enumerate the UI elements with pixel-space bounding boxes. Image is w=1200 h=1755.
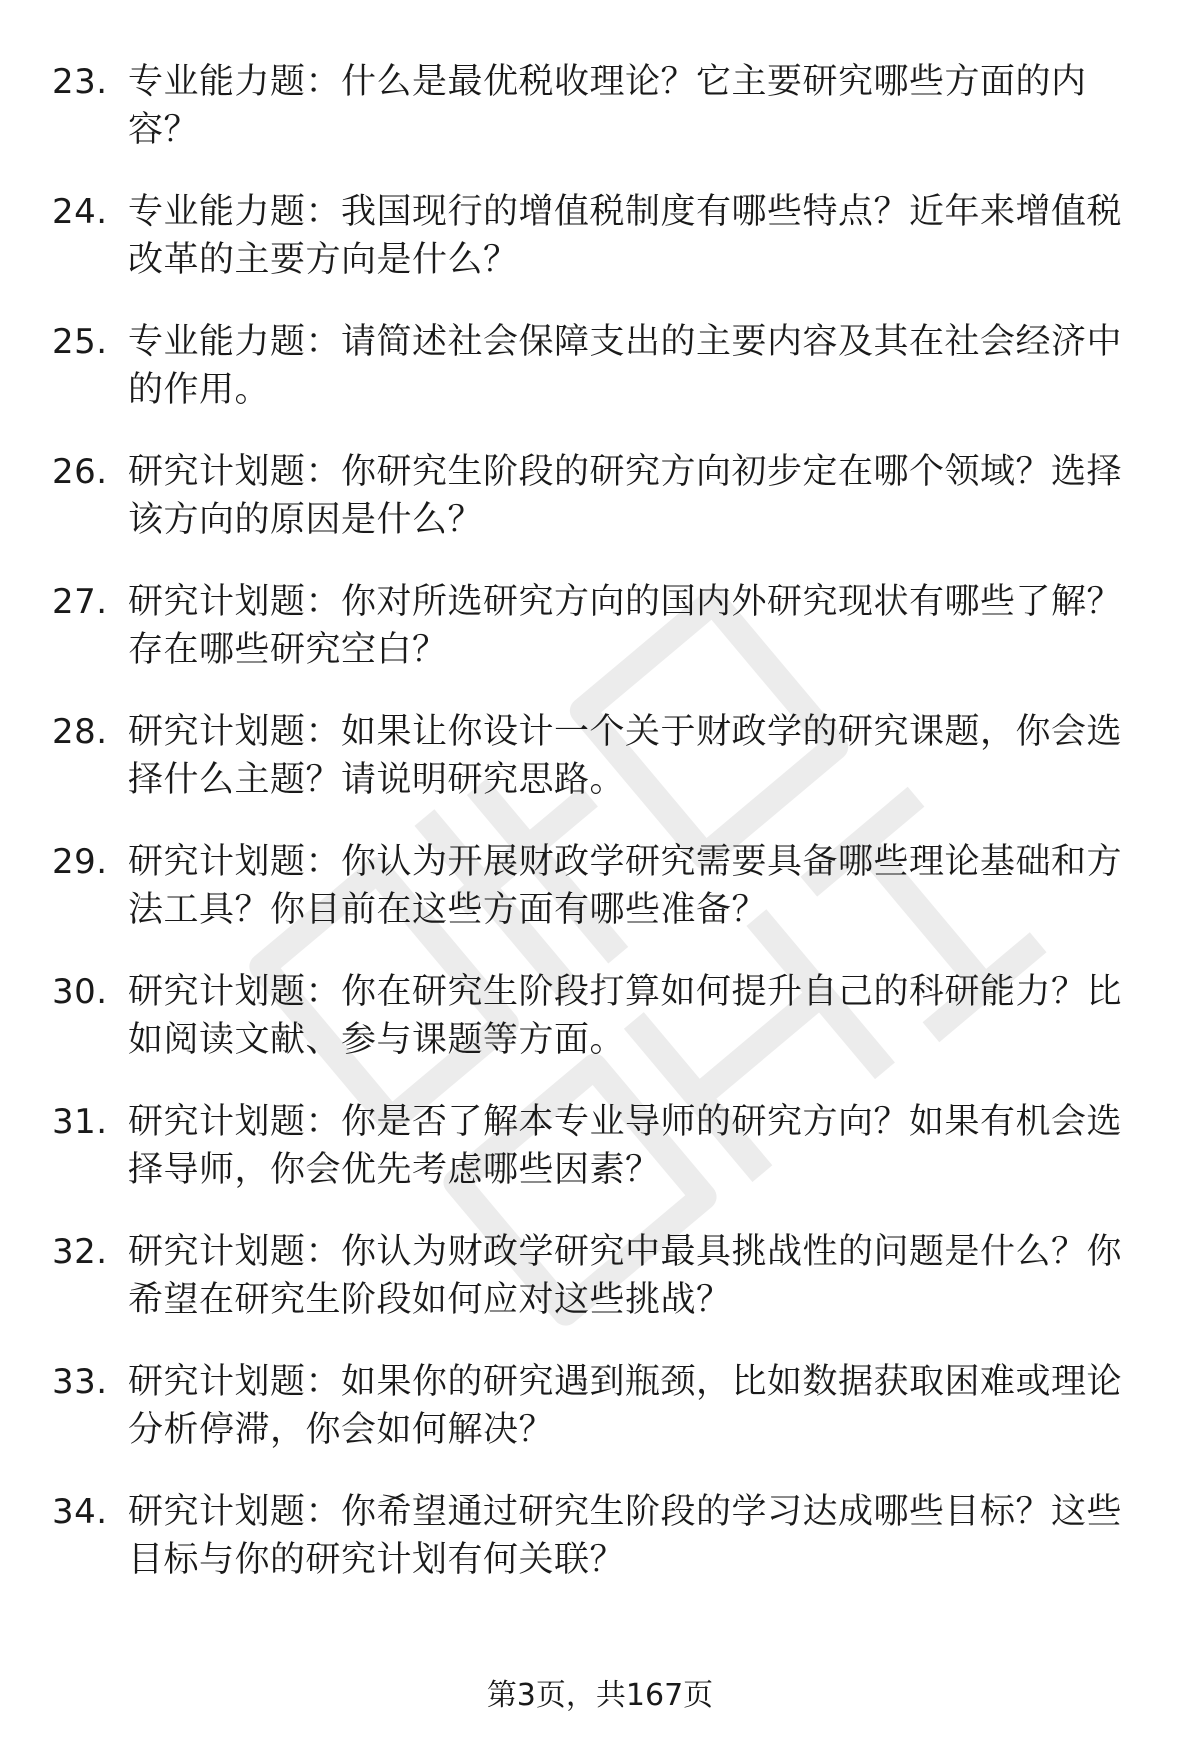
question-number: 34.	[52, 1492, 108, 1532]
question-text: 研究计划题：你对所选研究方向的国内外研究现状有哪些了解？存在哪些研究空白？	[128, 582, 1123, 670]
list-item	[52, 1098, 1142, 1194]
question-number: 29.	[52, 842, 108, 882]
question-text: 研究计划题：你是否了解本专业导师的研究方向？如果有机会选择导师，你会优先考虑哪些因素？	[128, 1102, 1123, 1190]
question-number: 25.	[52, 322, 108, 362]
list-item	[52, 708, 1142, 804]
list-item	[52, 968, 1142, 1064]
question-number: 26.	[52, 452, 108, 492]
list-item	[52, 1228, 1142, 1324]
question-text: 研究计划题：如果让你设计一个关于财政学的研究课题，你会选择什么主题？请说明研究思路。	[128, 712, 1123, 800]
question-number: 27.	[52, 582, 108, 622]
question-number: 31.	[52, 1102, 108, 1142]
question-number: 33.	[52, 1362, 108, 1402]
list-item	[52, 578, 1142, 674]
list-item	[52, 58, 1142, 154]
question-text: 专业能力题：什么是最优税收理论？它主要研究哪些方面的内容？	[128, 62, 1087, 150]
list-item	[52, 188, 1142, 284]
question-number: 23.	[52, 62, 108, 102]
page-footer: 第3页，共167页	[486, 1678, 714, 1713]
question-number: 30.	[52, 972, 108, 1012]
question-text: 研究计划题：你研究生阶段的研究方向初步定在哪个领域？选择该方向的原因是什么？	[128, 452, 1123, 540]
question-number: 24.	[52, 192, 108, 232]
question-text: 研究计划题：你在研究生阶段打算如何提升自己的科研能力？比如阅读文献、参与课题等方面。	[128, 972, 1123, 1060]
list-item	[52, 1488, 1142, 1584]
list-item	[52, 448, 1142, 544]
list-item	[52, 1358, 1142, 1454]
list-item	[52, 318, 1142, 414]
list-item	[52, 838, 1142, 934]
question-text: 研究计划题：你认为开展财政学研究需要具备哪些理论基础和方法工具？你目前在这些方面有哪些准备？	[128, 842, 1123, 930]
question-text: 研究计划题：你认为财政学研究中最具挑战性的问题是什么？你希望在研究生阶段如何应对这些挑战？	[128, 1232, 1123, 1320]
question-text: 专业能力题：我国现行的增值税制度有哪些特点？近年来增值税改革的主要方向是什么？	[128, 192, 1123, 280]
question-text: 研究计划题：你希望通过研究生阶段的学习达成哪些目标？这些目标与你的研究计划有何关联？	[128, 1492, 1123, 1580]
question-text: 专业能力题：请简述社会保障支出的主要内容及其在社会经济中的作用。	[128, 322, 1123, 410]
question-text: 研究计划题：如果你的研究遇到瓶颈，比如数据获取困难或理论分析停滞，你会如何解决？	[128, 1362, 1123, 1450]
question-number: 32.	[52, 1232, 108, 1272]
question-number: 28.	[52, 712, 108, 752]
question-list	[52, 58, 1142, 1618]
